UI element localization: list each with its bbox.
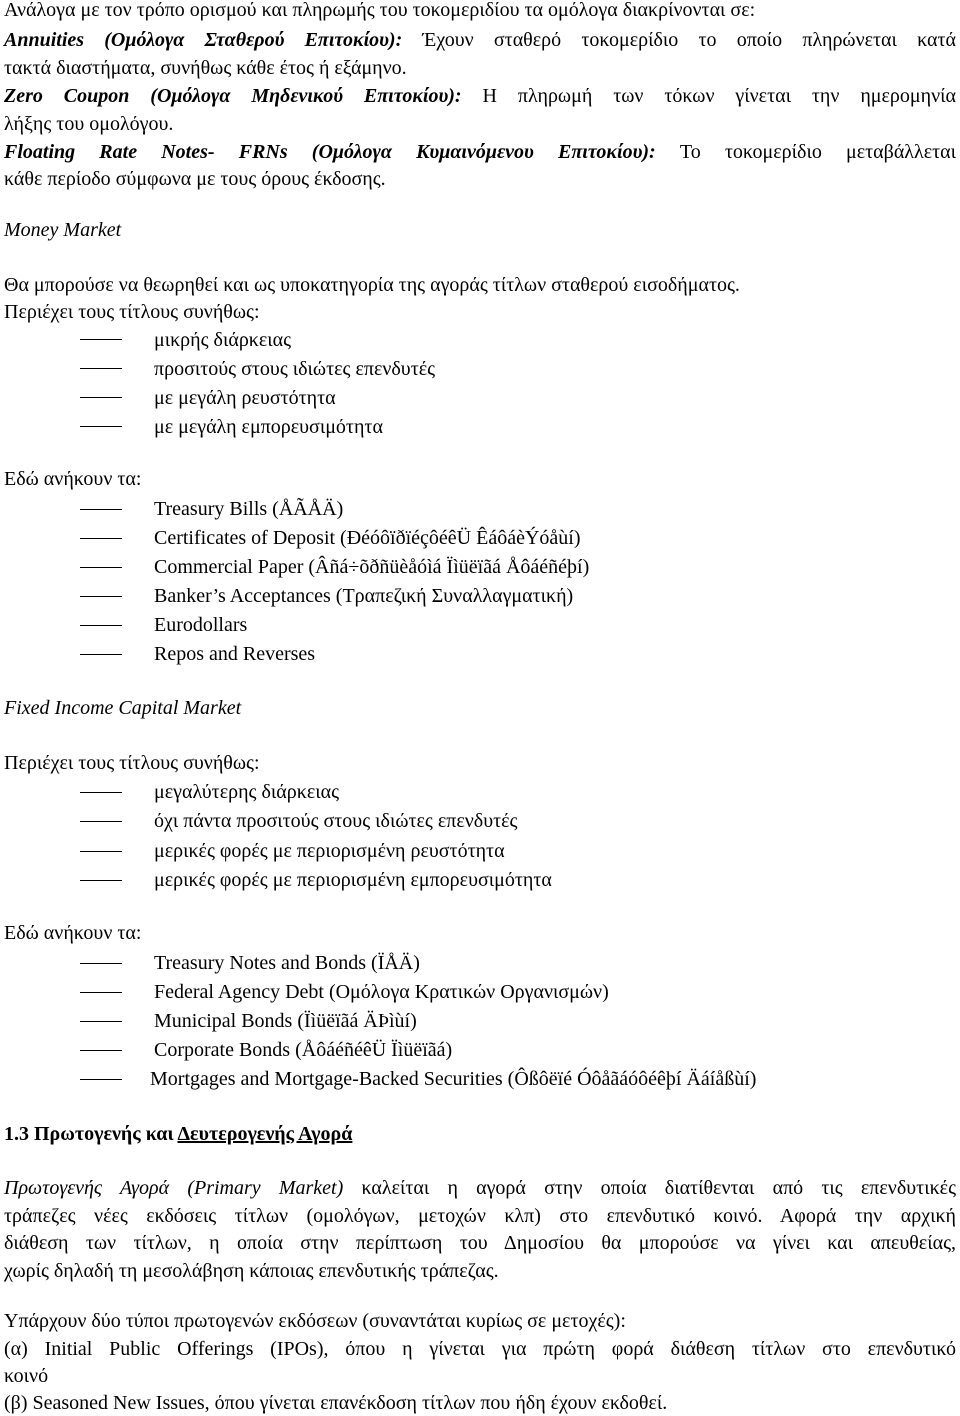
list-item: μεγαλύτερης διάρκειας <box>154 781 339 803</box>
frn-line-2: κάθε περίοδο σύμφωνα με τους όρους έκδοσης. <box>4 168 386 190</box>
bullet-dash <box>80 567 122 568</box>
list-item: Commercial Paper (Âñá÷õðñüèåóìá Ïìüëïãá Åôáéñéþí) <box>154 556 590 578</box>
list-item: με μεγάλη εμπορευσιμότητα <box>154 416 383 438</box>
bullet-dash <box>80 596 122 597</box>
frn-desc: Το τοκομερίδιο μεταβάλλεται <box>655 141 956 163</box>
issue-types-line-1: Υπάρχουν δύο τύποι πρωτογενών εκδόσεων (συναντάται κυρίως σε μετοχές): <box>4 1310 626 1332</box>
list-item: Treasury Notes and Bonds (ÏÅÄ) <box>154 952 420 974</box>
primary-market-term: Πρωτογενής Αγορά (Primary Market) <box>4 1177 344 1199</box>
bullet-dash <box>80 1021 122 1022</box>
issue-types-line-3: κοινό <box>4 1365 49 1387</box>
bullet-dash <box>80 851 122 852</box>
list-item: μερικές φορές με περιορισμένη ρευστότητα <box>154 840 505 862</box>
annuities-desc: Έχουν σταθερό τοκομερίδιο το οποίο πληρώνεται κατά <box>402 29 957 51</box>
section-title-text: 1.3 Πρωτογενής και <box>4 1123 178 1145</box>
bullet-dash <box>80 368 122 369</box>
annuities-line <box>4 28 956 52</box>
list-item: Mortgages and Mortgage-Backed Securities (Ôßôëïé Óôåãáóôéêþí Äáíåßùí) <box>150 1068 757 1090</box>
list-item: μικρής διάρκειας <box>154 329 292 351</box>
annuities-line-2: τακτά διαστήματα, συνήθως κάθε έτος ή εξάμηνο. <box>4 57 407 79</box>
money-market-heading: Money Market <box>4 219 122 241</box>
bullet-dash <box>80 654 122 655</box>
primary-market-line-1 <box>4 1176 956 1200</box>
list-item: με μεγάλη ρευστότητα <box>154 387 336 409</box>
annuities-term: Annuities (Ομόλογα Σταθερού Επιτοκίου): <box>4 29 403 51</box>
capital-market-heading: Fixed Income Capital Market <box>4 697 242 719</box>
list-item: προσιτούς στους ιδιώτες επενδυτές <box>154 358 436 380</box>
list-item: Repos and Reverses <box>154 643 316 665</box>
list-item: μερικές φορές με περιορισμένη εμπορευσιμότητα <box>154 869 552 891</box>
list-item: Corporate Bonds (ÅôáéñéêÜ Ïìüëïãá) <box>154 1039 453 1061</box>
bullet-dash <box>80 1050 122 1051</box>
primary-market-line-4: χωρίς δηλαδή τη μεσολάβηση κάποιας επενδυτικής τράπεζας. <box>4 1260 499 1282</box>
list-item: Certificates of Deposit (ÐéóôïðïéçôéêÜ ÊáôáèÝóåùí) <box>154 527 581 549</box>
primary-market-line-2: τράπεζες νέες εκδόσεις τίτλων (ομολόγων, μετοχών κλπ) στο επενδυτικό κοινό. Αφορά την αρχική <box>4 1205 956 1227</box>
zero-coupon-line <box>4 84 956 108</box>
bullet-dash <box>80 625 122 626</box>
bullet-dash <box>80 821 122 822</box>
list-item: Eurodollars <box>154 614 248 636</box>
list-item: Treasury Bills (ÅÃÅÄ) <box>154 498 344 520</box>
bullet-dash <box>80 992 122 993</box>
capital-market-contains: Περιέχει τους τίτλους συνήθως: <box>4 752 260 774</box>
list-item: όχι πάντα προσιτούς στους ιδιώτες επενδυτές <box>154 810 518 832</box>
list-item: Federal Agency Debt (Ομόλογα Κρατικών Οργανισμών) <box>154 981 609 1003</box>
zero-coupon-line-2: λήξης του ομολόγου. <box>4 113 174 135</box>
money-market-contains: Περιέχει τους τίτλους συνήθως: <box>4 301 260 323</box>
primary-market-text: καλείται η αγορά στην οποία διατίθενται από τις επενδυτικές <box>343 1177 956 1199</box>
list-item: Banker’s Acceptances (Τραπεζική Συναλλαγματική) <box>154 585 574 607</box>
frn-line <box>4 140 956 164</box>
list-item: Municipal Bonds (Ïìüëïãá ÄÞìùí) <box>154 1010 417 1032</box>
bullet-dash <box>80 792 122 793</box>
bullet-dash <box>80 538 122 539</box>
bullet-dash <box>80 509 122 510</box>
zero-coupon-term: Zero Coupon (Ομόλογα Μηδενικού Επιτοκίου): <box>4 85 462 107</box>
money-market-desc: Θα μπορούσε να θεωρηθεί και ως υποκατηγορία της αγοράς τίτλων σταθερού εισοδήματος. <box>4 274 740 296</box>
money-market-belong: Εδώ ανήκουν τα: <box>4 468 142 490</box>
bullet-dash <box>80 880 122 881</box>
primary-market-line-3: διάθεση των τίτλων, η οποία στην περίπτωση του Δημοσίου θα μπορούσε να γίνει και απευθείας, <box>4 1232 956 1254</box>
bullet-dash <box>80 339 122 340</box>
bullet-dash <box>80 963 122 964</box>
zero-coupon-desc: Η πληρωμή των τόκων γίνεται την ημερομηνία <box>461 85 956 107</box>
intro-line: Ανάλογα με τον τρόπο ορισμού και πληρωμής του τοκομεριδίου τα ομόλογα διακρίνονται σε: <box>4 0 756 21</box>
issue-types-line-4: (β) Seasoned New Issues, όπου γίνεται επανέκδοση τίτλων που ήδη έχουν εκδοθεί. <box>4 1392 668 1414</box>
section-title <box>4 1122 352 1146</box>
bullet-dash <box>80 1079 122 1080</box>
issue-types-line-2: (α) Initial Public Offerings (IPOs), όπου η γίνεται για πρώτη φορά διάθεση τίτλων στο επενδυτικό <box>4 1338 956 1360</box>
capital-market-belong: Εδώ ανήκουν τα: <box>4 922 142 944</box>
frn-term: Floating Rate Notes- FRNs (Ομόλογα Κυμαινόμενου Επιτοκίου): <box>4 141 656 163</box>
bullet-dash <box>80 426 122 427</box>
section-title-underlined: Δευτερογενής Αγορά <box>177 1123 353 1145</box>
bullet-dash <box>80 397 122 398</box>
